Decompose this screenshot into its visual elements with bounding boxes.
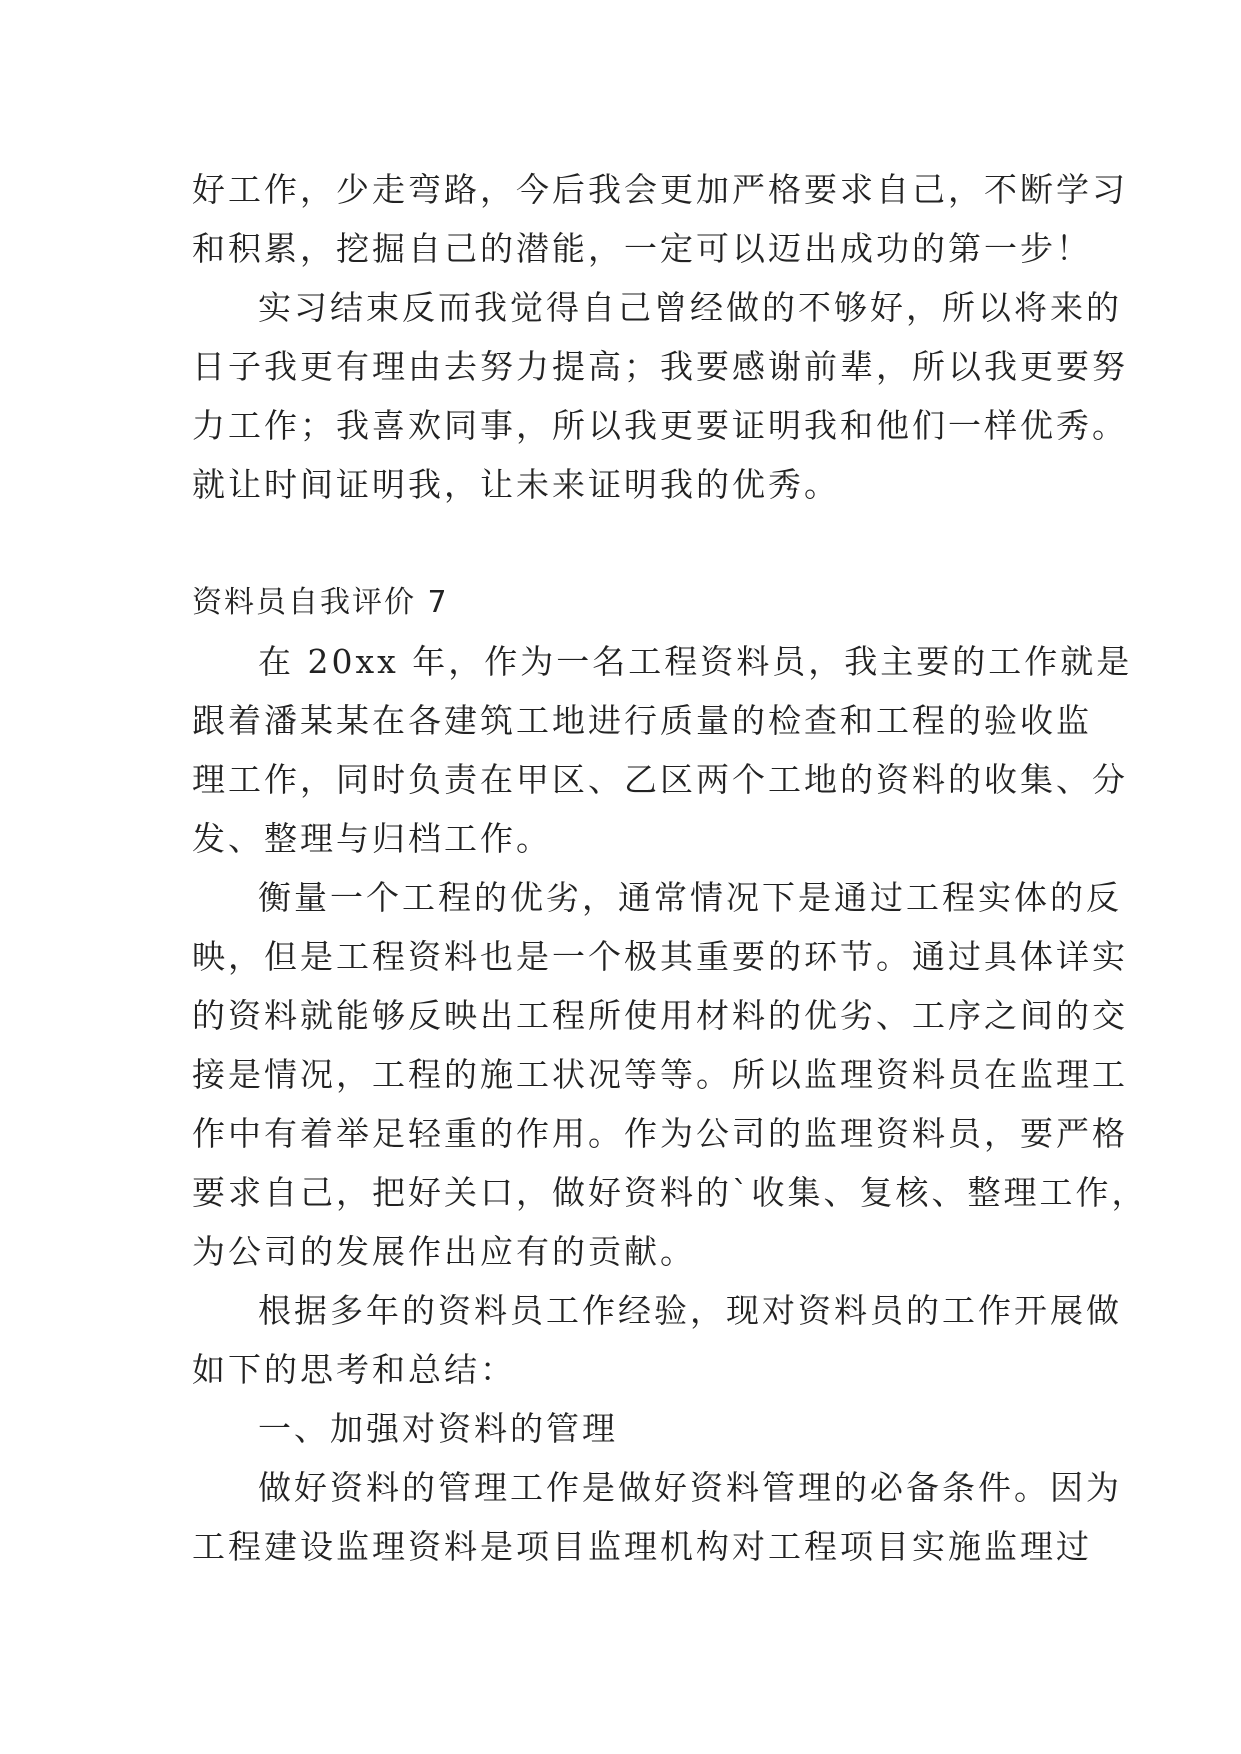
text-line: 和积累，挖掘自己的潜能，一定可以迈出成功的第一步！ — [192, 229, 1092, 268]
text-line: 作中有着举足轻重的作用。作为公司的监理资料员，要严格 — [192, 1114, 1128, 1153]
text-line: 的资料就能够反映出工程所使用材料的优劣、工序之间的交 — [192, 996, 1128, 1035]
text-line: 实习结束反而我觉得自己曾经做的不够好，所以将来的 — [258, 288, 1122, 327]
text-line: 好工作，少走弯路，今后我会更加严格要求自己，不断学习 — [192, 170, 1128, 209]
text-line: 力工作；我喜欢同事，所以我更要证明我和他们一样优秀。 — [192, 406, 1128, 445]
text-line: 映，但是工程资料也是一个极其重要的环节。通过具体详实 — [192, 937, 1128, 976]
text-line: 工程建设监理资料是项目监理机构对工程项目实施监理过 — [192, 1527, 1092, 1566]
paragraph-internship-reflection — [192, 278, 1128, 514]
section-title: 资料员自我评价 7 — [192, 585, 449, 620]
text-line: 跟着潘某某在各建筑工地进行质量的检查和工程的验收监 — [192, 701, 1092, 740]
paragraph-management — [192, 1458, 1122, 1576]
text-line: 做好资料的管理工作是做好资料管理的必备条件。因为 — [258, 1468, 1122, 1507]
text-line: 日子我更有理由去努力提高；我要感谢前辈，所以我更要努 — [192, 347, 1128, 386]
text-line: 接是情况，工程的施工状况等等。所以监理资料员在监理工 — [192, 1055, 1128, 1094]
text-line: 就让时间证明我，让未来证明我的优秀。 — [192, 465, 840, 504]
paragraph-job-description — [192, 632, 1133, 868]
text-line: 要求自己，把好关口，做好资料的`收集、复核、整理工作， — [192, 1173, 1148, 1212]
paragraph-continued — [192, 160, 1128, 278]
text-line: 衡量一个工程的优劣，通常情况下是通过工程实体的反 — [258, 878, 1122, 917]
text-line: 在 20xx 年，作为一名工程资料员，我主要的工作就是 — [258, 642, 1133, 681]
paragraph-importance — [192, 868, 1148, 1281]
text-line: 为公司的发展作出应有的贡献。 — [192, 1232, 696, 1271]
subheading: 一、加强对资料的管理 — [258, 1409, 618, 1448]
text-line: 根据多年的资料员工作经验，现对资料员的工作开展做 — [258, 1291, 1122, 1330]
document-body — [192, 160, 1148, 1576]
text-line: 发、整理与归档工作。 — [192, 819, 552, 858]
text-line: 如下的思考和总结： — [192, 1350, 516, 1389]
paragraph-summary-intro — [192, 1281, 1122, 1399]
text-line: 理工作，同时负责在甲区、乙区两个工地的资料的收集、分 — [192, 760, 1128, 799]
paragraph-gap — [192, 514, 1072, 573]
